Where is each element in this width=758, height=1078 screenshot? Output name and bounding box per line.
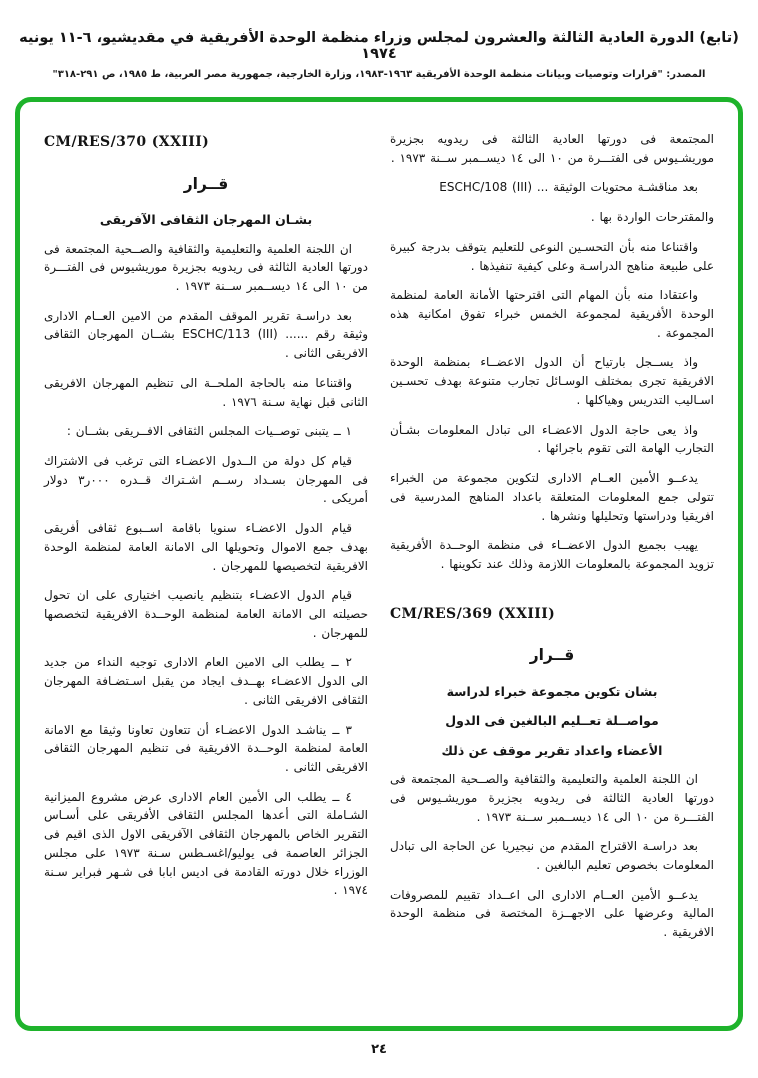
paragraph-docref-inline: بعد مناقشـة محتويات الوثيقة ... ESCHC/108 (III) [439,180,698,195]
resolution-subtitle: بشان تكوين مجموعة خبراء لدراسة [446,683,658,699]
paragraph: يدعــو الأمين العــام الادارى لتكوين مجموعة من الخبراء تتولى جمع المعلومات المتعلقة باعداد المناهج المدرسية فى افريقيا ودراستها وتحليلها ونشرها . [390,471,714,523]
resolution-ref: CM/RES/369 (XXIII) [390,605,556,622]
session-header: (تابع) الدورة العادية الثالثة والعشرون لمجلس وزراء منظمة الوحدة الأفريقية في مقديشيو، ٦-١١ يونيه ١٩٧٤ [19,30,739,62]
columns [44,130,714,1008]
source-line: المصدر: "قرارات وتوصيات وبيانات منظمة الوحدة الأفريقية ١٩٦٣-١٩٨٣، وزارة الخارجية، جمهورية مصر العربية، ط ١٩٨٥، ص ٢٩١-٣١٨" [52,69,706,80]
paragraph: المجتمعة فى دورتها العادية الثالثة فى ريدويه بجزيرة موريشـيوس فى الفتـــرة من ١٠ الى ١٤ ديســمبر ســنة ١٩٧٣ . [390,132,714,165]
paragraph: واقتناعا منه بالحاجة الملحــة الى تنظيم المهرجان الافريقى الثانى قبل نهاية سـنة ١٩٧٦ . [44,375,368,409]
page-number: ٢٤ [371,1042,387,1057]
paragraph: واقتناعا منه بأن التحسـين النوعى للتعليم يتوقف بدرجة كبيرة على طبيعة مناهج الدراسـة وعلى كيفية تنفيذها . [390,239,714,273]
page-header [0,0,758,80]
paragraph: والمقترحات الواردة بها . [590,210,714,225]
paragraph: واذ يســجل بارتياح أن الدول الاعضــاء بمنظمة الوحدة الافريقية تجرى بمختلف الوسـائل تجارب متنوعة بهدف تحسـين اسـاليب التدريس وهياكلها . [390,355,714,407]
resolution-subtitle: مواصــلة تعــليم البالغين فى الدول [445,713,659,729]
paragraph: يدعــو الأمين العــام الادارى الى اعــداد تقييم للمصروفات المالية وعرضها على الاجهــزة المختصة فى منظمة الوحدة الافريقية . [390,887,714,940]
paragraph: واعتقادا منه بأن المهام التى اقترحتها الأمانة العامة لمنظمة الوحدة الأفريقية لمجموعة الخمس خبراء تفوق امكانية هذه المجموعة . [390,288,714,340]
paragraph-docref-inline: بعد دراسـة تقرير الموقف المقدم من الامين العــام الادارى وثيقة رقم ...... ESCHC/113 (III) بشــان المهرجان الثقافى الافريقى الثانى . [44,308,369,361]
content-border-box [15,97,743,1031]
paragraph: بعد دراسـة الاقتراح المقدم من نيجيريا عن الحاجة الى تبادل المعلومات بخصوص تعليم البالغين . [390,839,714,873]
paragraph: قيام الدول الاعضـاء سنويا باقامة اســبوع ثقافى أفريقى بهدف جمع الاموال وتحويلها الى الامانة العامة لمنظمة الوحدة الافريقية لتخصيصها للمهرجان . [44,521,368,573]
resolution-title: قــرار [183,174,229,193]
resolution-ref: CM/RES/370 (XXIII) [44,134,210,150]
paragraph-numbered-1: ١ ــ يتبنى توصــيات المجلس الثقافى الافــريقى بشــان : [66,424,352,439]
paragraph-numbered-3: ٣ ــ يناشـد الدول الاعضـاء أن تتعاون تعاونا وثيقا مع الامانة العامة لمنظمة الوحــدة الافريقية فى تنظيم المهرجان الثقافى الافريقى الثانى . [44,722,368,775]
paragraph-numbered-2: ٢ ــ يطلب الى الامين العام الادارى توجيه النداء من جديد الى الدول الاعضـاء بهــدف ايجاد من يقبل اسـتضـافة المهرجان الثقافى الافريقى الثانى . [44,655,368,707]
resolution-subtitle: بشـان المهرجان الثقافى الآفريقى [99,212,313,227]
paragraph: قيام كل دولة من الــدول الاعضـاء التى ترغب فى الاشتراك فى المهرجان بسـداد رســم اشـتراك قــدره ٠٠٠ر٣ دولار أمريكى . [44,453,369,506]
paragraph: ان اللجنة العلمية والتعليمية والثقافية والصــحية المجتمعة فى دورتها العادية الثالثة فى ريدويه بجزيرة موريشيوس فى الفتـــرة من ١٠ الى ١٤ ديســمبر ســنة ١٩٧٣ . [44,241,368,293]
column-right [390,130,714,1008]
column-left [44,130,368,1008]
paragraph: يهيب بجميع الدول الاعضــاء فى منظمة الوحــدة الأفريقية تزويد المجموعة بالمعلومات اللازمة وذلك عند تكوينها . [390,538,714,571]
paragraph-numbered-4: ٤ ــ يطلب الى الأمين العام الادارى عرض مشروع الميزانية الشـاملة التى أعدها المجلس الثقافى الأفريقى على أسـاس التقرير الخاص بالمهرجان الثقافى الآفريقى الاول الذى اقيم فى الجزائر العاصمة فى يوليو/اغسـطس سـنة ١٩٧٣ على مجلس الوزراء خلال دورته القادمة فى اديس ابابا فى شـهر فبراير سـنة ١٩٧٤ . [44,789,368,898]
resolution-subtitle: الأعضاء واعداد تقرير موقف عن ذلك [441,742,663,758]
paragraph: واذ يعى حاجة الدول الاعضـاء الى تبادل المعلومات بشـأن التجارب الهامة التى تقوم باجرائها . [390,422,714,456]
resolution-title: قــرار [529,646,575,665]
paragraph: قيام الدول الاعضـاء بتنظيم يانصيب اختيارى على ان تحول حصيلته الى الامانة العامة لمنظمة الوحــدة الافريقية لتخصصها للمهرجان . [44,588,368,640]
paragraph: ان اللجنة العلمية والتعليمية والثقافية والصــحية المجتمعة فى دورتها العادية الثالثة فى ريدويه بجزيرة موريشـيوس فى الفتـــرة من ١٠ الى ١٤ ديســمبر ســنة ١٩٧٣ . [390,772,714,824]
